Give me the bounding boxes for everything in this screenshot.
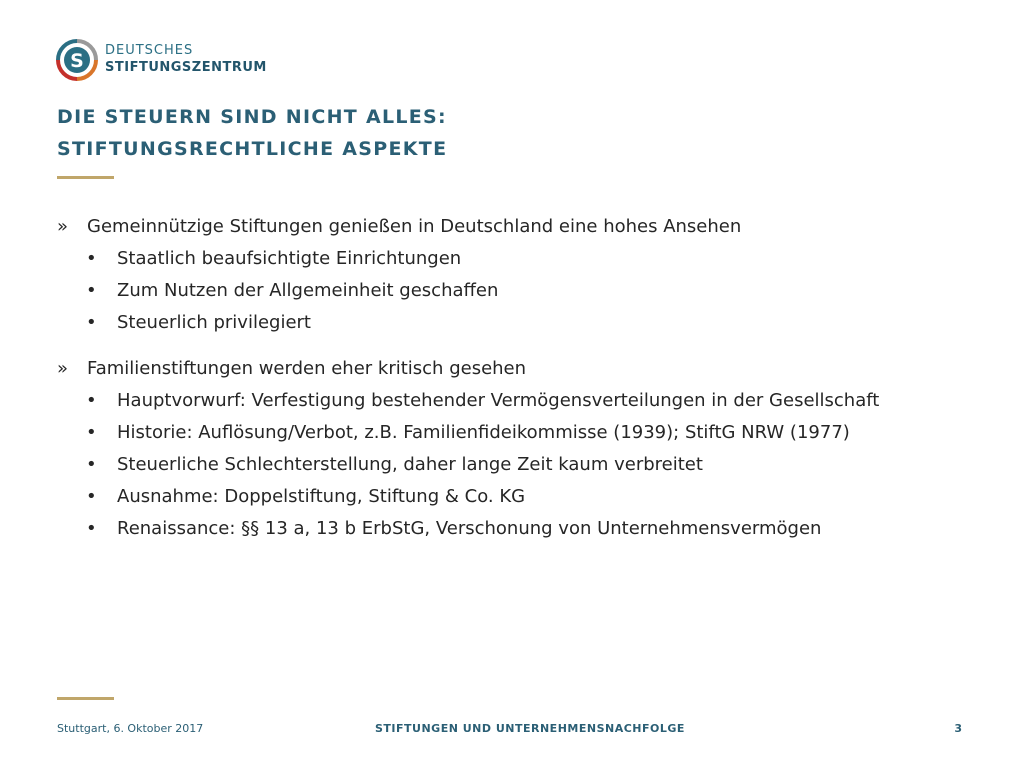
main-bullet — [57, 353, 987, 385]
logo-line-2: STIFTUNGSZENTRUM — [105, 60, 267, 75]
main-bullet-text: Familienstiftungen werden eher kritisch gesehen — [87, 358, 527, 379]
dot-bullet-icon: • — [86, 312, 97, 333]
slide-title — [57, 101, 447, 165]
sub-bullet-text: Historie: Auflösung/Verbot, z.B. Familienfideikommisse (1939); StiftG NRW (1977) — [117, 422, 850, 443]
footer-presentation-title: STIFTUNGEN UND UNTERNEHMENSNACHFOLGE — [375, 722, 685, 735]
sub-bullet-text: Steuerliche Schlechterstellung, daher lange Zeit kaum verbreitet — [117, 454, 703, 475]
dot-bullet-icon: • — [86, 486, 97, 507]
dot-bullet-icon: • — [86, 518, 97, 539]
sub-bullet-text: Renaissance: §§ 13 a, 13 b ErbStG, Verschonung von Unternehmensvermögen — [117, 518, 822, 539]
dot-bullet-icon: • — [86, 422, 97, 443]
slide-title-line-1: DIE STEUERN SIND NICHT ALLES: — [57, 106, 447, 128]
title-accent-bar — [57, 176, 114, 179]
sub-bullet — [57, 275, 987, 307]
main-bullet — [57, 211, 987, 243]
sub-bullet-text: Ausnahme: Doppelstiftung, Stiftung & Co. KG — [117, 486, 526, 507]
slide-footer — [57, 722, 962, 740]
dot-bullet-icon: • — [86, 248, 97, 269]
stiftungszentrum-logo-icon — [55, 38, 99, 82]
sub-bullet — [57, 417, 987, 449]
section-familienstiftungen — [57, 353, 987, 545]
sub-bullet-text: Hauptvorwurf: Verfestigung bestehender Vermögensverteilungen in der Gesellschaft — [117, 390, 880, 411]
chevron-bullet-icon: » — [57, 216, 69, 237]
footer-date-location: Stuttgart, 6. Oktober 2017 — [57, 722, 204, 735]
sub-bullet — [57, 513, 987, 545]
sub-bullet-text: Steuerlich privilegiert — [117, 312, 311, 333]
page-number: 3 — [954, 722, 962, 735]
main-bullet-text: Gemeinnützige Stiftungen genießen in Deutschland eine hohes Ansehen — [87, 216, 742, 237]
dot-bullet-icon: • — [86, 390, 97, 411]
dot-bullet-icon: • — [86, 454, 97, 475]
logo-wordmark — [105, 42, 267, 76]
sub-bullet — [57, 449, 987, 481]
sub-bullet — [57, 481, 987, 513]
slide-title-line-2: STIFTUNGSRECHTLICHE ASPEKTE — [57, 138, 448, 160]
slide-content — [57, 211, 987, 559]
section-gemeinnuetzige-stiftungen — [57, 211, 987, 339]
footer-accent-bar — [57, 697, 114, 700]
sub-bullet — [57, 243, 987, 275]
sub-bullet-text: Zum Nutzen der Allgemeinheit geschaffen — [117, 280, 499, 301]
logo-line-1: DEUTSCHES — [105, 43, 194, 58]
sub-bullet — [57, 307, 987, 339]
dot-bullet-icon: • — [86, 280, 97, 301]
logo — [55, 38, 267, 84]
sub-bullet-text: Staatlich beaufsichtigte Einrichtungen — [117, 248, 462, 269]
logo-mark-letter: S — [70, 50, 84, 72]
chevron-bullet-icon: » — [57, 358, 69, 379]
sub-bullet — [57, 385, 987, 417]
